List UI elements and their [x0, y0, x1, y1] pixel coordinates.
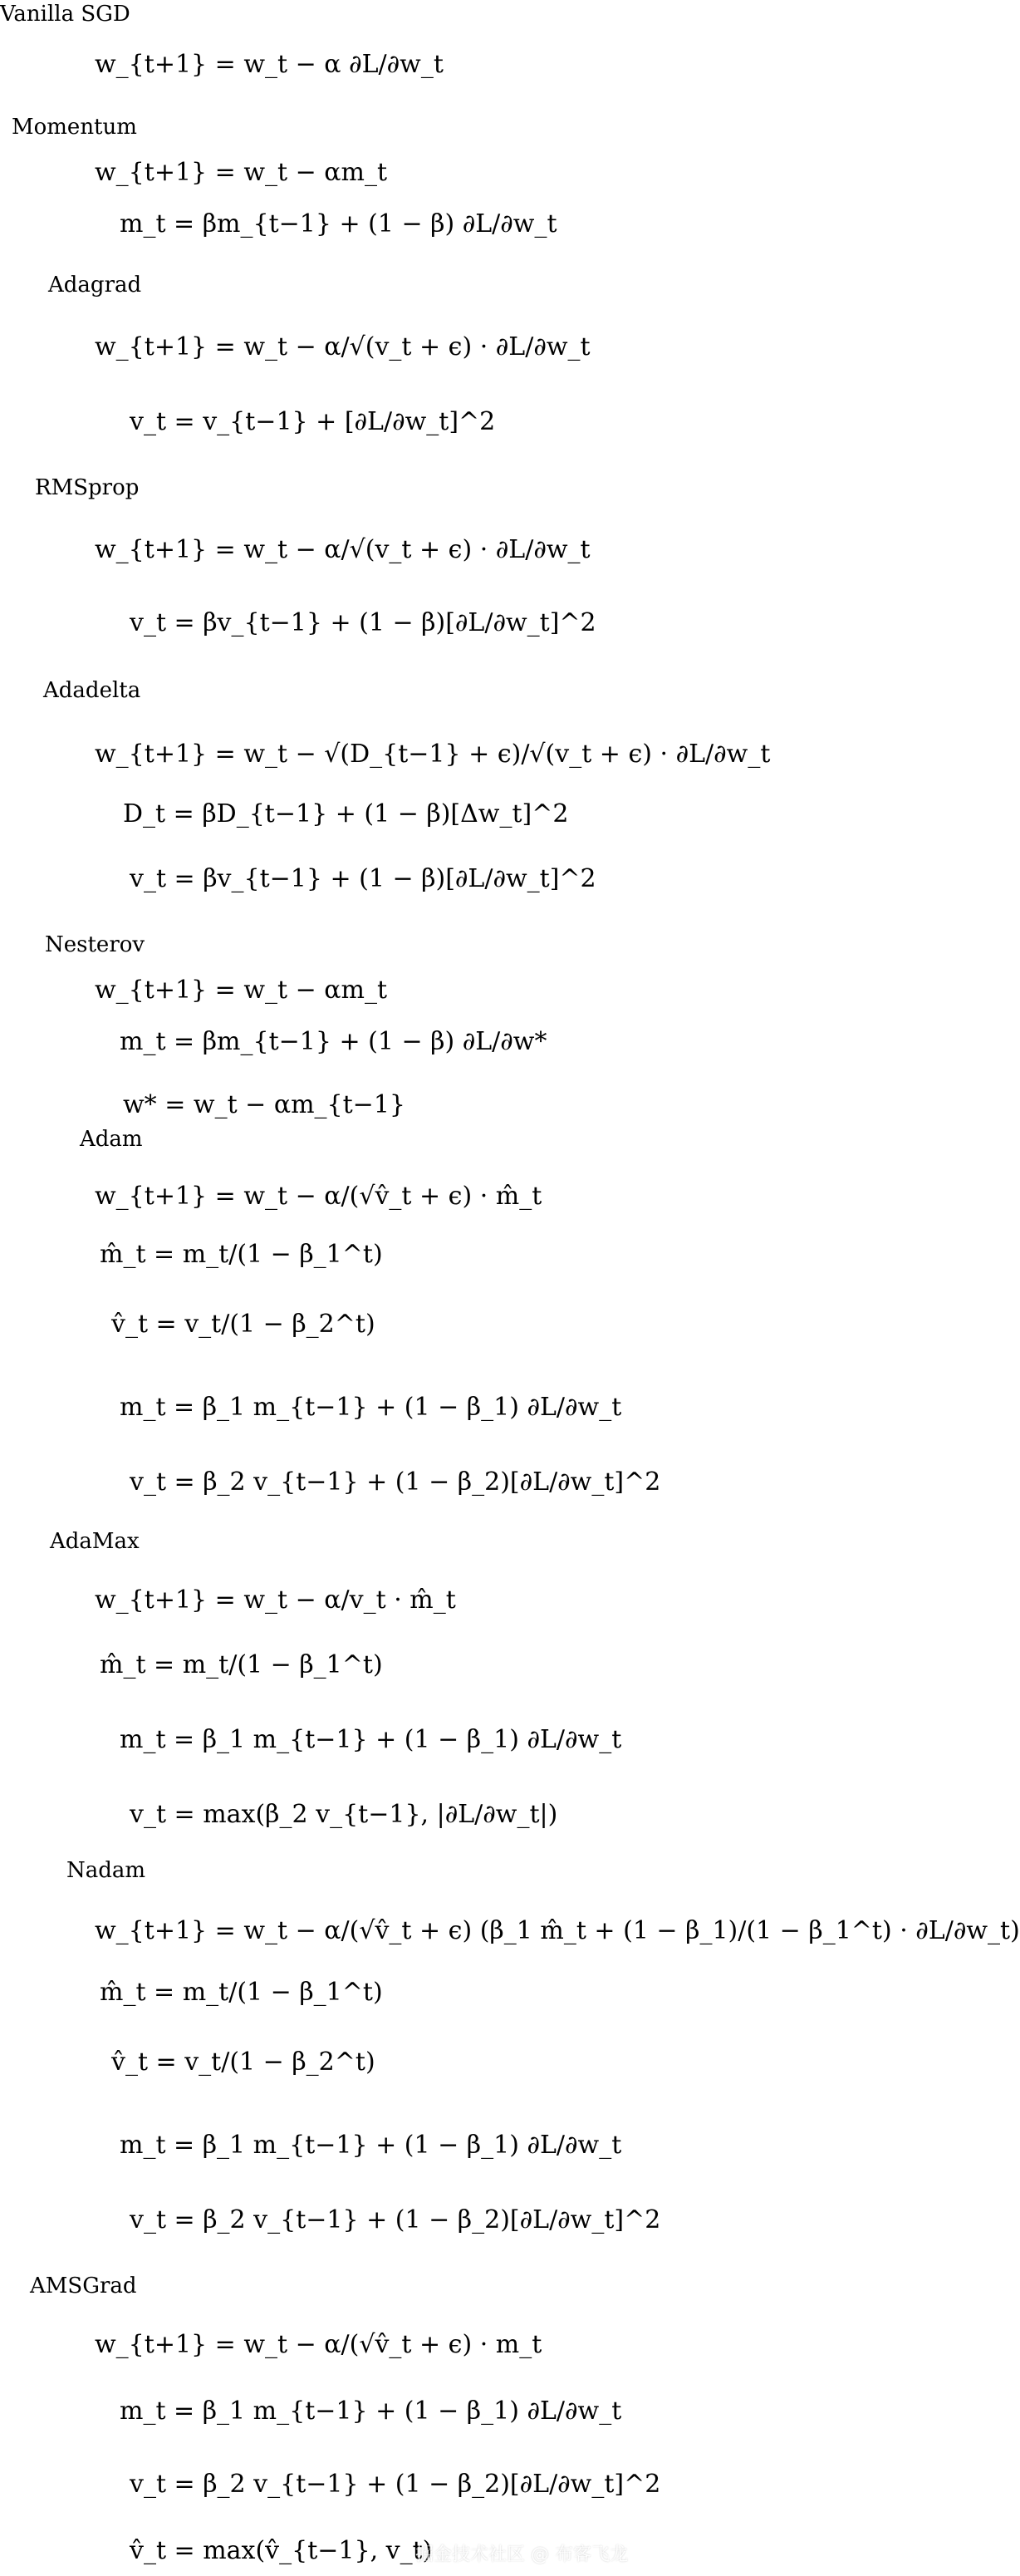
- equation-adam-vhat: v̂_t = v_t/(1 − β_2^t): [111, 1310, 375, 1339]
- equation-nadam-vhat: v̂_t = v_t/(1 − β_2^t): [111, 2048, 375, 2077]
- equation-adam-mhat: m̂_t = m_t/(1 − β_1^t): [100, 1240, 383, 1269]
- heading-nadam: Nadam: [66, 1858, 146, 1883]
- equation-nesterov-update: w_{t+1} = w_t − αm_t: [95, 976, 388, 1005]
- equation-adadelta-d: D_t = βD_{t−1} + (1 − β)[Δw_t]^2: [123, 799, 569, 828]
- heading-adagrad: Adagrad: [48, 273, 142, 297]
- equation-adamax-mhat: m̂_t = m_t/(1 − β_1^t): [100, 1650, 383, 1679]
- equation-nesterov-m: m_t = βm_{t−1} + (1 − β) ∂L/∂w*: [120, 1027, 547, 1056]
- heading-adam: Adam: [80, 1127, 143, 1152]
- equation-adagrad-update: w_{t+1} = w_t − α/√(v_t + ϵ) · ∂L/∂w_t: [95, 332, 591, 361]
- equation-amsgrad-vhat: v̂_t = max(v̂_{t−1}, v_t): [130, 2536, 433, 2565]
- equation-nadam-v: v_t = β_2 v_{t−1} + (1 − β_2)[∂L/∂w_t]^2: [130, 2205, 661, 2234]
- equation-momentum-update: w_{t+1} = w_t − αm_t: [95, 158, 388, 187]
- equation-adadelta-update: w_{t+1} = w_t − √(D_{t−1} + ϵ)/√(v_t + ϵ) · ∂L/∂w_t: [95, 740, 771, 769]
- equation-adam-update: w_{t+1} = w_t − α/(√v̂_t + ϵ) · m̂_t: [95, 1182, 542, 1211]
- heading-adamax: AdaMax: [50, 1529, 140, 1554]
- equation-rmsprop-v: v_t = βv_{t−1} + (1 − β)[∂L/∂w_t]^2: [130, 608, 596, 637]
- heading-momentum: Momentum: [12, 115, 137, 140]
- heading-amsgrad: AMSGrad: [30, 2274, 137, 2298]
- equation-adadelta-v: v_t = βv_{t−1} + (1 − β)[∂L/∂w_t]^2: [130, 864, 596, 893]
- equation-momentum-m: m_t = βm_{t−1} + (1 − β) ∂L/∂w_t: [120, 209, 557, 238]
- equation-adamax-update: w_{t+1} = w_t − α/v_t · m̂_t: [95, 1585, 456, 1615]
- equation-adamax-m: m_t = β_1 m_{t−1} + (1 − β_1) ∂L/∂w_t: [120, 1725, 622, 1754]
- equation-amsgrad-m: m_t = β_1 m_{t−1} + (1 − β_1) ∂L/∂w_t: [120, 2397, 622, 2426]
- heading-rmsprop: RMSprop: [35, 475, 140, 500]
- equation-adam-v: v_t = β_2 v_{t−1} + (1 − β_2)[∂L/∂w_t]^2: [130, 1467, 661, 1497]
- equation-adamax-v: v_t = max(β_2 v_{t−1}, |∂L/∂w_t|): [130, 1800, 558, 1829]
- equation-adam-m: m_t = β_1 m_{t−1} + (1 − β_1) ∂L/∂w_t: [120, 1393, 622, 1422]
- equation-adagrad-v: v_t = v_{t−1} + [∂L/∂w_t]^2: [130, 407, 496, 436]
- equation-amsgrad-v: v_t = β_2 v_{t−1} + (1 − β_2)[∂L/∂w_t]^2: [130, 2470, 661, 2499]
- heading-nesterov: Nesterov: [45, 932, 145, 957]
- equation-sgd-update: w_{t+1} = w_t − α ∂L/∂w_t: [95, 50, 444, 79]
- equation-nesterov-wstar: w* = w_t − αm_{t−1}: [123, 1090, 405, 1119]
- equation-amsgrad-update: w_{t+1} = w_t − α/(√v̂_t + ϵ) · m_t: [95, 2330, 542, 2359]
- equation-nadam-mhat: m̂_t = m_t/(1 − β_1^t): [100, 1978, 383, 2007]
- equation-nadam-m: m_t = β_1 m_{t−1} + (1 − β_1) ∂L/∂w_t: [120, 2131, 622, 2160]
- watermark-text: 掘金技术社区 @ 布客飞龙: [415, 2544, 628, 2565]
- heading-vanilla-sgd: Vanilla SGD: [0, 2, 130, 27]
- equation-nadam-update: w_{t+1} = w_t − α/(√v̂_t + ϵ) (β_1 m̂_t + (1 − β_1)/(1 − β_1^t) · ∂L/∂w_t): [95, 1916, 1020, 1945]
- equation-rmsprop-update: w_{t+1} = w_t − α/√(v_t + ϵ) · ∂L/∂w_t: [95, 535, 591, 564]
- heading-adadelta: Adadelta: [43, 678, 141, 703]
